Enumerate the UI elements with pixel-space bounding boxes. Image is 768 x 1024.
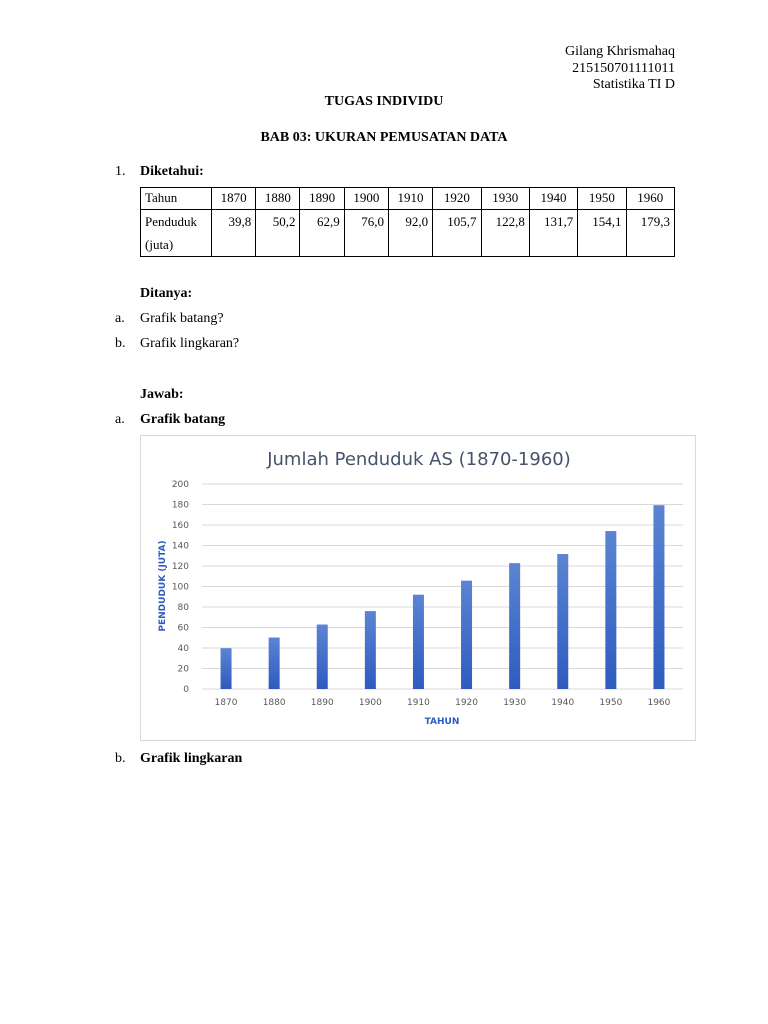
list-marker: a. — [115, 412, 125, 427]
asked-label: Ditanya: — [140, 286, 193, 301]
item-number: 1. — [115, 164, 126, 179]
y-tick-label: 120 — [171, 562, 189, 572]
bar-1930 — [509, 563, 520, 689]
table-row-year — [141, 188, 675, 210]
y-tick-label: 0 — [183, 685, 189, 695]
y-tick-label: 40 — [177, 644, 189, 654]
table-cell: 76,0 — [344, 210, 388, 257]
known-label: Diketahui: — [140, 164, 204, 179]
table-cell: 1950 — [578, 188, 626, 210]
data-table — [140, 187, 675, 257]
author-nim: 215150701111011 — [572, 60, 675, 76]
table-cell: 154,1 — [578, 210, 626, 257]
y-tick-label: 160 — [171, 521, 189, 531]
table-header-population: Penduduk (juta) — [141, 210, 212, 257]
table-cell: 92,0 — [388, 210, 432, 257]
table-row-population — [141, 210, 675, 257]
list-marker: a. — [115, 311, 125, 326]
table-cell: 1910 — [388, 188, 432, 210]
bar-chart — [140, 435, 696, 741]
table-cell: 1870 — [212, 188, 256, 210]
author-name: Gilang Khrismahaq — [564, 44, 675, 59]
x-tick-label: 1890 — [310, 698, 334, 708]
author-class: Statistika TI D — [592, 77, 675, 92]
y-tick-label: 100 — [171, 582, 189, 593]
x-tick-label: 1900 — [358, 698, 382, 708]
list-marker: b. — [115, 751, 126, 766]
table-cell: 50,2 — [256, 210, 300, 257]
y-tick-label: 140 — [171, 541, 189, 552]
answer-b-heading: Grafik lingkaran — [140, 751, 243, 766]
x-tick-label: 1880 — [262, 698, 286, 708]
table-cell: 1890 — [300, 188, 344, 210]
bar-1910 — [413, 595, 424, 689]
table-cell: 131,7 — [529, 210, 577, 257]
bar-1890 — [317, 625, 328, 689]
x-tick-label: 1910 — [406, 698, 430, 708]
table-cell: 1940 — [529, 188, 577, 210]
document-subheading: BAB 03: UKURAN PEMUSATAN DATA — [260, 130, 508, 145]
y-tick-label: 200 — [171, 480, 189, 490]
answer-label: Jawab: — [140, 387, 184, 402]
x-tick-label: 1950 — [599, 698, 623, 708]
table-cell: 179,3 — [626, 210, 674, 257]
x-tick-label: 1930 — [503, 698, 527, 708]
y-tick-label: 60 — [177, 623, 189, 634]
bar-1880 — [269, 638, 280, 689]
bar-1960 — [653, 505, 664, 689]
bar-1900 — [365, 611, 376, 689]
x-tick-label: 1940 — [551, 698, 575, 708]
bar-1940 — [557, 554, 568, 689]
document-heading: TUGAS INDIVIDU — [324, 94, 444, 109]
bar-1950 — [605, 531, 616, 689]
x-tick-label: 1920 — [455, 698, 479, 708]
y-tick-label: 180 — [171, 500, 189, 511]
table-cell: 1960 — [626, 188, 674, 210]
author-block — [565, 44, 675, 94]
table-cell: 122,8 — [481, 210, 529, 257]
y-tick-label: 80 — [177, 603, 189, 613]
bar-chart-svg — [141, 436, 697, 742]
y-tick-label: 20 — [177, 664, 189, 675]
table-cell: 1920 — [433, 188, 481, 210]
table-cell: 39,8 — [212, 210, 256, 257]
asked-item: Grafik lingkaran? — [140, 336, 240, 351]
bar-1920 — [461, 581, 472, 689]
chart-title: Jumlah Penduduk AS (1870-1960) — [267, 449, 571, 470]
x-tick-label: 1960 — [647, 698, 671, 708]
table-cell: 105,7 — [433, 210, 481, 257]
answer-a-heading: Grafik batang — [140, 412, 226, 427]
table-cell: 62,9 — [300, 210, 344, 257]
x-tick-label: 1870 — [214, 698, 238, 708]
asked-item: Grafik batang? — [140, 311, 224, 326]
table-cell: 1930 — [481, 188, 529, 210]
list-marker: b. — [115, 336, 126, 351]
table-cell: 1900 — [344, 188, 388, 210]
x-axis-label: TAHUN — [424, 717, 460, 727]
y-axis-label: PENDUDUK (JUTA) — [158, 540, 168, 632]
table-cell: 1880 — [256, 188, 300, 210]
table-header-year: Tahun — [141, 188, 212, 210]
bar-1870 — [221, 648, 232, 689]
